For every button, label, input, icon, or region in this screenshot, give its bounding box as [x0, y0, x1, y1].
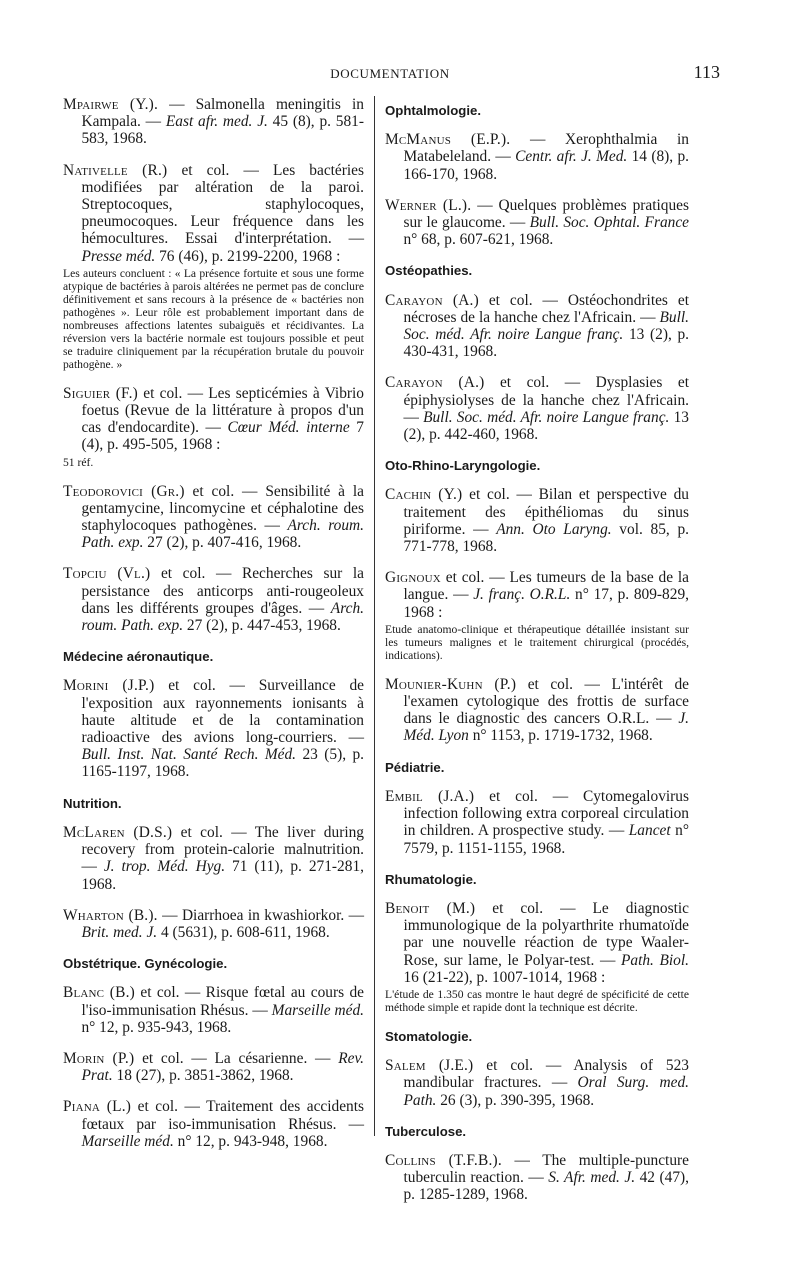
reference-title: et col. — Recherches sur la persistance des anticorps anti-rougeoleux dans les différents groupes d'âges. — [81, 565, 365, 617]
reference-details: n° 68, p. 607-621, 1968. [403, 231, 554, 249]
reference-details: 71 (11), p. 271-281, 1968. [81, 858, 364, 893]
reference-details: 26 (3), p. 390-395, 1968. [436, 1091, 595, 1109]
reference-citation [63, 96, 364, 148]
reference-title: — Quelques problèmes pratiques sur le glaucome. — [403, 196, 689, 232]
reference-source: Bull. Soc. Ophtal. France [529, 214, 690, 232]
section-heading: Pédiatrie. [385, 759, 445, 775]
reference-details: n° 17, p. 809-829, 1968 : [403, 586, 689, 621]
reference-title: et col. — Traitement des accidents fœtaux par iso-immunisation Rhésus. — [81, 1098, 365, 1133]
reference-citation [385, 374, 689, 443]
reference-citation [385, 131, 689, 183]
reference-authors: Carayon (A.) [385, 291, 479, 309]
reference-entry [385, 676, 689, 745]
left-column [63, 96, 364, 1164]
reference-citation [385, 1057, 689, 1109]
reference-entry [63, 907, 364, 941]
reference-citation [385, 676, 689, 745]
reference-note: Etude anatomo-clinique et thérapeutique détaillée insistant sur les tumeurs malignes et le traitement chirurgical (procédés, indications). [385, 622, 689, 662]
section-heading: Ophtalmologie. [385, 103, 481, 118]
reference-source: Arch. roum. Path. exp. [81, 517, 364, 552]
reference-details: 16 (21-22), p. 1007-1014, 1968 : [403, 968, 606, 986]
reference-authors: Piana (L.) [63, 1098, 132, 1116]
reference-title: et col. — Sensibilité à la gentamycine, lincomycine et céphalotine des staphylocoques pathogènes. — [81, 482, 364, 535]
reference-details: 27 (2), p. 407-416, 1968. [143, 534, 302, 552]
reference-authors: Embil (J.A.) [385, 787, 475, 805]
reference-source: Path. Biol. [620, 951, 689, 969]
reference-title: et col. — The liver during recovery from protein-calorie malnutrition. — [81, 823, 364, 876]
reference-title: — Xerophthalmia in Matabeleland. — [403, 131, 689, 166]
reference-citation [63, 907, 364, 941]
reference-entry [385, 1152, 689, 1204]
reference-authors: McLaren (D.S.) [63, 823, 173, 841]
reference-authors: Morin (P.) [63, 1049, 135, 1067]
reference-title: et col. — Cytomegalovirus infection following extra corporeal circulation in children. A prospective study. — [403, 787, 689, 840]
reference-citation [63, 385, 364, 454]
reference-authors: Wharton (B.). [63, 906, 158, 924]
reference-title: — Diarrhoea in kwashiorkor. — [157, 906, 364, 924]
reference-entry [63, 162, 364, 371]
reference-details: 13 (2), p. 442-460, 1968. [403, 408, 689, 444]
reference-authors: Mounier-Kuhn (P.) [385, 675, 517, 693]
section-heading: Obstétrique. Gynécologie. [63, 956, 228, 972]
reference-title: et col. — Surveillance de l'exposition aux rayonnements ionisants à haute altitude et de la contamination radioactive des avions long-courriers. — [81, 677, 364, 747]
reference-note: Les auteurs concluent : « La présence fortuite et sous une forme atypique de bactéries à parois altérées ne permet pas de conclure définitivement et sans recours à la présence de « bactéries non pathogènes ». Leur rôle est probablement important dans de nombreuses affections latentes subaiguës et récidivantes. La réversion vers la bactérie normale est toujours possible et peut se traduire cliniquement par la récupération brutale du pouvoir pathogène. » [63, 266, 364, 371]
reference-authors: Salem (J.E.) [385, 1057, 474, 1075]
section-heading: Stomatologie. [385, 1028, 473, 1044]
reference-details: n° 12, p. 935-943, 1968. [81, 1018, 232, 1036]
reference-details: 23 (5), p. 1165-1197, 1968. [81, 746, 364, 781]
reference-citation [385, 292, 689, 361]
reference-title: et col. — Les septicémies à Vibrio foetus (Revue de la littérature à propos d'un cas d'endocardite). — [81, 384, 364, 437]
reference-title: et col. — Analysis of 523 mandibular fractures. — [403, 1057, 689, 1092]
reference-source: Rev. Prat. [81, 1049, 364, 1085]
page-number: 113 [693, 62, 720, 82]
reference-source: Bull. Soc. méd. Afr. noire Langue franç. [403, 308, 689, 344]
reference-note: L'étude de 1.350 cas montre le haut degré de spécificité de cette méthode simple et rapide dont la technique est décrite. [385, 987, 689, 1014]
reference-entry [63, 984, 364, 1036]
reference-entry [63, 565, 364, 634]
reference-source: Bull. Inst. Nat. Santé Rech. Méd. [81, 746, 297, 764]
reference-details: 18 (27), p. 3851-3862, 1968. [112, 1067, 294, 1085]
reference-authors: Siguier (F.) [63, 384, 138, 402]
reference-details: n° 7579, p. 1151-1155, 1968. [403, 822, 690, 857]
reference-authors: Morini (J.P.) [63, 677, 155, 695]
reference-entry [385, 569, 689, 662]
reference-source: Arch. roum. Path. exp. [81, 599, 364, 635]
reference-note: 51 réf. [63, 455, 94, 469]
reference-source: Oral Surg. med. Path. [403, 1074, 689, 1109]
reference-citation [385, 486, 689, 555]
reference-title: et col. — Bilan et perspective du traitement des épithéliomas du sinus piriforme. — [403, 486, 689, 538]
reference-details: vol. 85, p. 771-778, 1968. [403, 520, 689, 556]
reference-citation [385, 1152, 689, 1204]
section-heading: Nutrition. [63, 795, 122, 811]
reference-authors: Gignoux [385, 569, 441, 587]
section-heading: Rhumatologie. [385, 871, 477, 887]
reference-source: Centr. afr. J. Med. [515, 148, 628, 166]
reference-citation [63, 677, 364, 780]
right-column [385, 96, 689, 1218]
reference-source: S. Afr. med. J. [548, 1169, 636, 1187]
reference-title: et col. — La césarienne. — [134, 1049, 339, 1067]
reference-authors: Collins (T.F.B.). [385, 1151, 502, 1169]
reference-title: et col. — Dysplasies et épiphysiolyses de la hanche chez l'Africain. — [403, 374, 689, 426]
reference-title: et col. — Les tumeurs de la base de la langue. — [403, 569, 689, 604]
reference-authors: McManus (E.P.). [385, 131, 511, 149]
reference-citation [63, 565, 364, 634]
reference-authors: Cachin (Y.) [385, 486, 463, 504]
reference-citation [63, 984, 364, 1036]
reference-details: n° 1153, p. 1719-1732, 1968. [468, 727, 653, 745]
reference-citation [385, 900, 689, 986]
reference-citation [63, 1098, 364, 1150]
reference-entry [385, 374, 689, 443]
reference-entry [385, 292, 689, 361]
reference-entry [385, 900, 689, 1014]
reference-source: J. franç. O.R.L. [473, 586, 571, 604]
reference-title: et col. — Ostéochondrites et nécroses de la hanche chez l'Africain. — [403, 291, 689, 326]
reference-entry [63, 96, 364, 148]
reference-authors: Mpairwe (Y.). [63, 96, 159, 113]
reference-details: 27 (2), p. 447-453, 1968. [183, 617, 341, 635]
reference-source: East afr. med. J. [165, 113, 268, 131]
reference-entry [63, 1050, 364, 1084]
reference-details: 7 (4), p. 495-505, 1968 : [81, 419, 365, 454]
reference-entry [385, 788, 689, 857]
reference-entry [63, 385, 364, 469]
reference-details: 4 (5631), p. 608-611, 1968. [157, 923, 330, 941]
reference-authors: Nativelle (R.) [63, 161, 168, 179]
reference-authors: Teodorovici (Gr.) [63, 482, 185, 500]
reference-citation [63, 483, 364, 552]
section-heading: Ostéopathies. [385, 263, 473, 279]
reference-title: et col. — Risque fœtal au cours de l'iso-immunisation Rhésus. — [81, 984, 364, 1019]
reference-entry [385, 131, 689, 183]
reference-authors: Carayon (A.) [385, 374, 485, 392]
reference-details: n° 12, p. 943-948, 1968. [173, 1132, 328, 1150]
section-heading: Oto-Rhino-Laryngologie. [385, 458, 541, 474]
reference-entry [63, 483, 364, 552]
reference-details: 14 (8), p. 166-170, 1968. [403, 148, 689, 183]
reference-entry [385, 1057, 689, 1109]
reference-source: Bull. Soc. méd. Afr. noire Langue franç. [423, 408, 670, 426]
column-divider [374, 96, 375, 1136]
reference-citation [385, 788, 689, 857]
reference-source: Brit. med. J. [81, 923, 158, 941]
reference-source: Marseille méd. [271, 1001, 365, 1019]
reference-title: — The multiple-puncture tuberculin reaction. — [403, 1151, 689, 1187]
reference-source: Marseille méd. [81, 1132, 174, 1150]
reference-source: Ann. Oto Laryng. [496, 520, 612, 538]
reference-entry [63, 677, 364, 780]
reference-citation [63, 824, 364, 893]
section-heading: Tuberculose. [385, 1123, 467, 1139]
reference-authors: Blanc (B.) [63, 984, 135, 1002]
reference-source: Cœur Méd. interne [227, 419, 350, 437]
reference-citation [385, 569, 689, 621]
reference-entry [385, 197, 689, 249]
reference-details: 42 (47), p. 1285-1289, 1968. [403, 1169, 689, 1204]
reference-entry [63, 824, 364, 893]
reference-title: — Salmonella meningitis in Kampala. — [81, 96, 364, 131]
reference-title: et col. — L'intérêt de l'examen cytologique des frottis de surface dans le diagnostic des cancers O.R.L. — [403, 675, 689, 728]
reference-title: et col. — Les bactéries modifiées par altération de la paroi. Streptocoques, staphylocoques, pneumocoques. Leur fréquence dans les hémocultures. Essai d'interprétation. — [81, 161, 364, 248]
reference-authors: Werner (L.). [385, 196, 472, 214]
section-heading: Médecine aéronautique. [63, 649, 214, 665]
reference-source: Lancet [628, 822, 671, 840]
reference-source: Presse méd. [81, 247, 156, 265]
reference-authors: Topciu (Vl.) [63, 565, 151, 583]
reference-source: J. trop. Méd. Hyg. [103, 858, 226, 876]
reference-entry [63, 1098, 364, 1150]
reference-details: 76 (46), p. 2199-2200, 1968 : [155, 247, 341, 265]
reference-citation [63, 1050, 364, 1084]
running-title: DOCUMENTATION [330, 66, 450, 81]
reference-citation [385, 197, 689, 249]
reference-entry [385, 486, 689, 555]
reference-citation [63, 162, 364, 265]
page-header [60, 62, 720, 88]
reference-authors: Benoit (M.) [385, 899, 476, 917]
reference-title: et col. — Le diagnostic immunologique de la polyarthrite rhumatoïde par une nouvelle réaction de type Waaler-Rose, sur lame, le Polyar-test. — [403, 899, 689, 969]
reference-details: 13 (2), p. 430-431, 1968. [403, 326, 689, 361]
reference-source: J. Méd. Lyon [403, 710, 689, 745]
reference-details: 45 (8), p. 581-583, 1968. [81, 113, 364, 148]
